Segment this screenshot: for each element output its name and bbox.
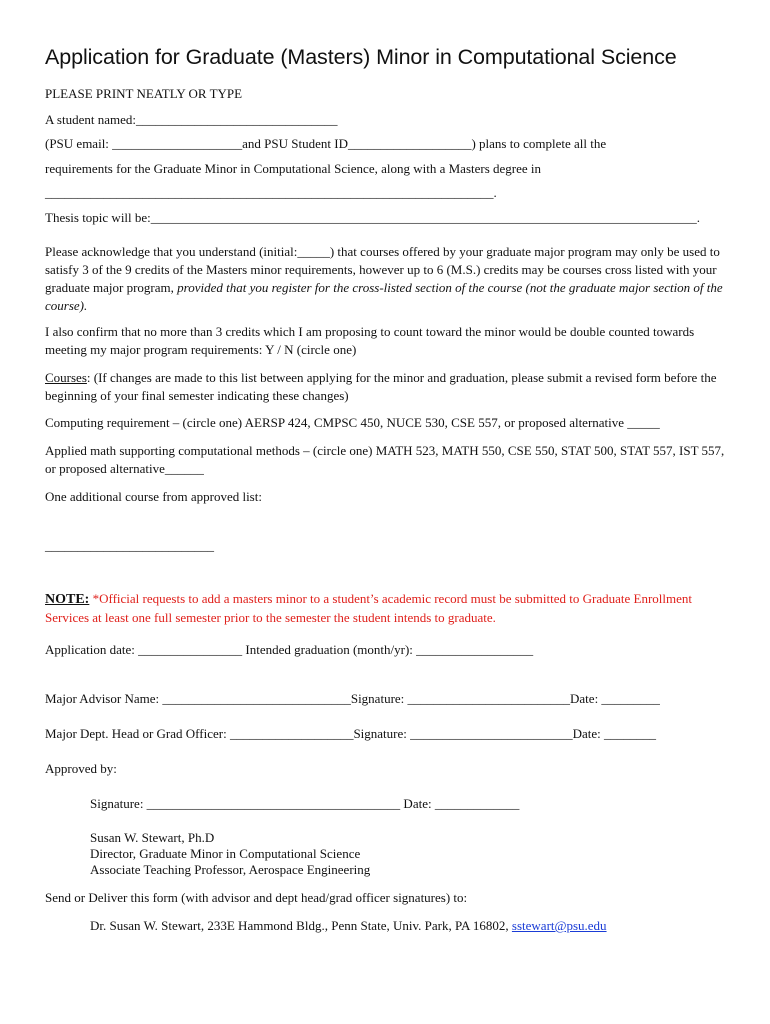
- thesis-topic-field[interactable]: Thesis topic will be:____________________________________________________________________________________.: [45, 210, 701, 225]
- email-link[interactable]: sstewart@psu.edu: [511, 918, 607, 933]
- send-instruction: Send or Deliver this form (with advisor and dept head/grad officer signatures) to:: [45, 890, 468, 905]
- additional-course-field[interactable]: __________________________: [45, 538, 214, 553]
- masters-degree-field[interactable]: _____________________________________________________________________.: [45, 185, 497, 200]
- address-text: Dr. Susan W. Stewart, 233E Hammond Bldg., Penn State, Univ. Park, PA 16802,: [90, 918, 512, 933]
- computing-requirement: Computing requirement – (circle one) AERSP 424, CMPSC 450, NUCE 530, CSE 557, or proposed alternative _____: [45, 415, 660, 430]
- dept-head-field[interactable]: Major Dept. Head or Grad Officer: ___________________Signature: _________________________Date: ________: [45, 726, 657, 741]
- director-signature-field[interactable]: Signature: _______________________________________ Date: _____________: [90, 796, 520, 811]
- major-advisor-field[interactable]: Major Advisor Name: _____________________________Signature: _________________________Date: _________: [45, 691, 660, 706]
- approved-by-label: Approved by:: [45, 761, 117, 776]
- page-title: Application for Graduate (Masters) Minor in Computational Science: [45, 45, 677, 69]
- director-info: [90, 830, 370, 878]
- additional-course-label: One additional course from approved list:: [45, 489, 262, 504]
- director-name: Susan W. Stewart, Ph.D: [90, 830, 215, 845]
- applied-math-requirement: Applied math supporting computational methods – (circle one) MATH 523, MATH 550, CSE 550, STAT 500, STAT 557, IST 557, or proposed alternative______: [45, 443, 725, 476]
- print-instruction: PLEASE PRINT NEATLY OR TYPE: [45, 86, 243, 101]
- email-student-id-field[interactable]: (PSU email: ____________________and PSU Student ID___________________) plans to complete all the: [45, 136, 607, 151]
- courses-paragraph: [45, 369, 735, 405]
- courses-text: : (If changes are made to this list between applying for the minor and graduation, please submit a revised form before the beginning of your final semester indicating these changes): [45, 370, 717, 403]
- note-text: *Official requests to add a masters minor to a student’s academic record must be submitted to Graduate Enrollment Services at least one full semester prior to the semester the student intends to graduate.: [45, 591, 692, 625]
- acknowledge-italic-text: provided that you register for the cross-listed section of the course (not the graduate major section of the course).: [45, 280, 723, 313]
- acknowledge-text: Please acknowledge that you understand (initial:_____) that courses offered by your graduate major program may only be used to satisfy 3 of the 9 credits of the Masters minor requirements, however up to 6 (M.S.) credits may be courses cross listed with your graduate major program,: [45, 244, 720, 295]
- director-title: Director, Graduate Minor in Computational Science: [90, 846, 361, 861]
- application-date-field[interactable]: Application date: ________________ Intended graduation (month/yr): __________________: [45, 642, 534, 657]
- note-paragraph: [45, 590, 735, 627]
- student-name-field[interactable]: A student named:_______________________________: [45, 112, 338, 127]
- requirements-text: requirements for the Graduate Minor in Computational Science, along with a Masters degree in: [45, 161, 542, 176]
- director-position: Associate Teaching Professor, Aerospace Engineering: [90, 862, 371, 877]
- courses-label: Courses: [45, 370, 87, 385]
- double-count-paragraph: I also confirm that no more than 3 credits which I am proposing to count toward the minor would be double counted towards meeting my major program requirements: Y / N (circle one): [45, 324, 695, 357]
- note-label: NOTE:: [45, 592, 90, 607]
- mailing-address: [90, 918, 607, 934]
- acknowledge-paragraph: [45, 243, 735, 315]
